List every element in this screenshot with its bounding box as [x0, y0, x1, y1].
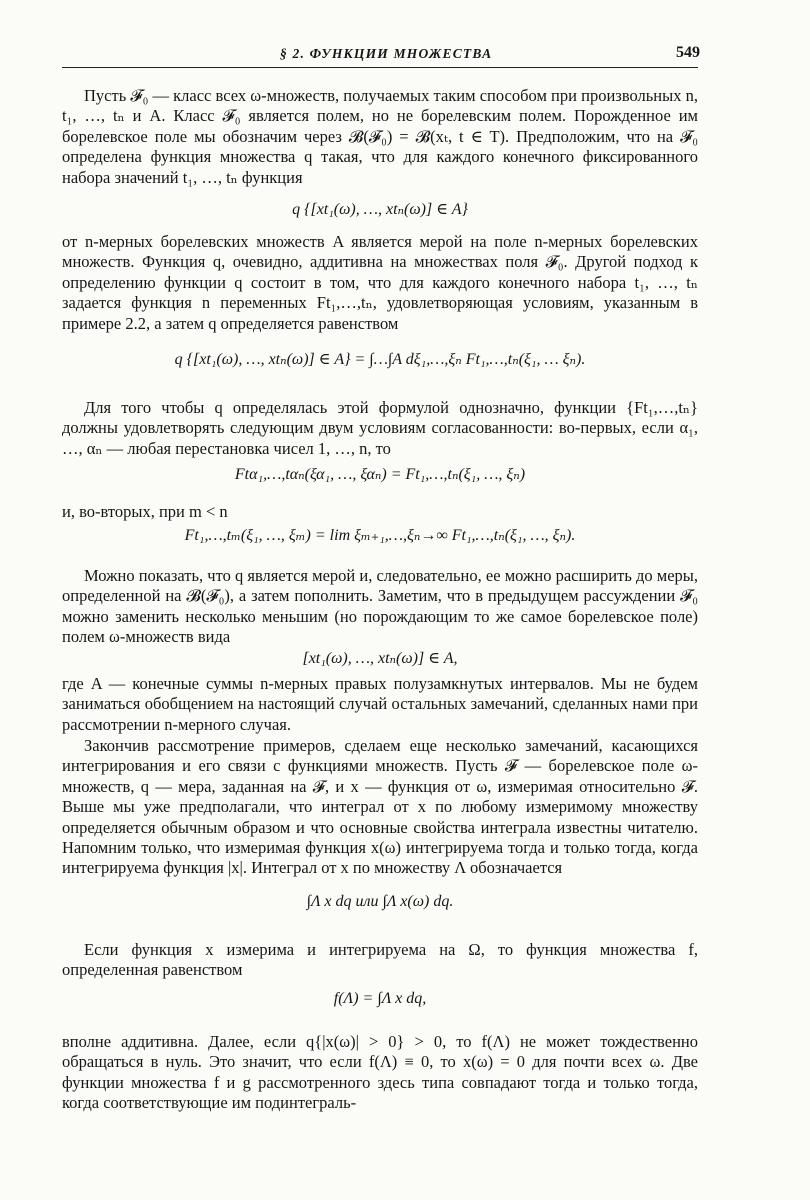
- formula-1: q {[xt₁(ω), …, xtₙ(ω)] ∈ A}: [292, 201, 468, 218]
- formula-4: Ft₁,…,tₘ(ξ₁, …, ξₘ) = lim ξₘ₊₁,…,ξₙ→∞ Ft₁,…,tₙ(ξ₁, …, ξₙ).: [184, 527, 576, 544]
- formula-5: [xt₁(ω), …, xtₙ(ω)] ∈ A,: [302, 650, 458, 667]
- page-number: 549: [676, 44, 700, 61]
- formula-7: f(Λ) = ∫Λ x dq,: [333, 990, 427, 1007]
- section-title: § 2. ФУНКЦИИ МНОЖЕСТВА: [280, 46, 493, 61]
- paragraph-6: где A — конечные суммы n-мерных правых полузамкнутых интервалов. Мы не будем заниматься обобщением на настоящий случай остальных замечаний, сделанных нами при рассмотрении n-мерного случая.: [62, 674, 698, 734]
- paragraph-1: Пусть 𝓕₀ — класс всех ω-множеств, получаемых таким способом при произвольных n, t₁, …, tₙ и A. Класс 𝓕₀ является полем, но не борелевским полем. Порожденное им борелевское поле мы обозначим через 𝓑(𝓕₀) = 𝓑(xₜ, t ∈ T). Предположим, что на 𝓕₀ определена функция множества q такая, что для каждого конечного фиксированного набора значений t₁, …, tₙ функция: [62, 86, 698, 187]
- paragraph-5: Можно показать, что q является мерой и, следовательно, ее можно расширить до меры, определенной на 𝓑(𝓕₀), а затем пополнить. Заметим, что в предыдущем рассуждении 𝓕₀ можно заменить несколько меньшим (но порождающим то же самое борелевское поле) полем ω-множеств вида: [62, 566, 698, 647]
- formula-3: Ftα₁,…,tαₙ(ξα₁, …, ξαₙ) = Ft₁,…,tₙ(ξ₁, …, ξₙ): [234, 466, 526, 483]
- paragraph-2: от n-мерных борелевских множеств A является мерой на поле n-мерных борелевских множеств. Функция q, очевидно, аддитивна на множествах поля 𝓕₀. Другой подход к определению функции q состоит в том, что для каждого конечного набора t₁, …, tₙ задается функция n переменных Ft₁,…,tₙ, удовлетворяющая условиям, указанным в примере 2.2, а затем q определяется равенством: [62, 232, 698, 333]
- running-header: [62, 44, 698, 66]
- paragraph-8: Если функция x измерима и интегрируема на Ω, то функция множества f, определенная равенством: [62, 940, 698, 980]
- paragraph-4: и, во-вторых, при m < n: [62, 502, 228, 521]
- paragraph-7: Закончив рассмотрение примеров, сделаем еще несколько замечаний, касающихся интегрирования и его связи с функциями множеств. Пусть 𝓕 — борелевское поле ω-множеств, q — мера, заданная на 𝓕, и x — функция от ω, измеримая относительно 𝓕. Выше мы уже предполагали, что интеграл от x по любому измеримому множеству определяется обычным образом и что основные свойства интеграла известны читателю. Напомним только, что измеримая функция x(ω) интегрируема тогда и только тогда, когда интегрируема функция |x|. Интеграл от x по множеству Λ обозначается: [62, 736, 698, 878]
- paragraph-3: Для того чтобы q определялась этой формулой однозначно, функции {Ft₁,…,tₙ} должны удовлетворять следующим двум условиям согласованности: во-первых, если α₁, …, αₙ — любая перестановка чисел 1, …, n, то: [62, 398, 698, 458]
- formula-2: q {[xt₁(ω), …, xtₙ(ω)] ∈ A} = ∫…∫A dξ₁,…,ξₙ Ft₁,…,tₙ(ξ₁, … ξₙ).: [174, 351, 586, 368]
- paragraph-9: вполне аддитивна. Далее, если q{|x(ω)| > 0} > 0, то f(Λ) не может тождественно обращаться в нуль. Это значит, что если f(Λ) ≡ 0, то x(ω) = 0 для почти всех ω. Две функции множества f и g рассмотренного здесь типа совпадают тогда и только тогда, когда соответствующие им подинтеграль-: [62, 1032, 698, 1113]
- formula-6: ∫Λ x dq или ∫Λ x(ω) dq.: [306, 893, 454, 910]
- header-rule: [62, 67, 698, 68]
